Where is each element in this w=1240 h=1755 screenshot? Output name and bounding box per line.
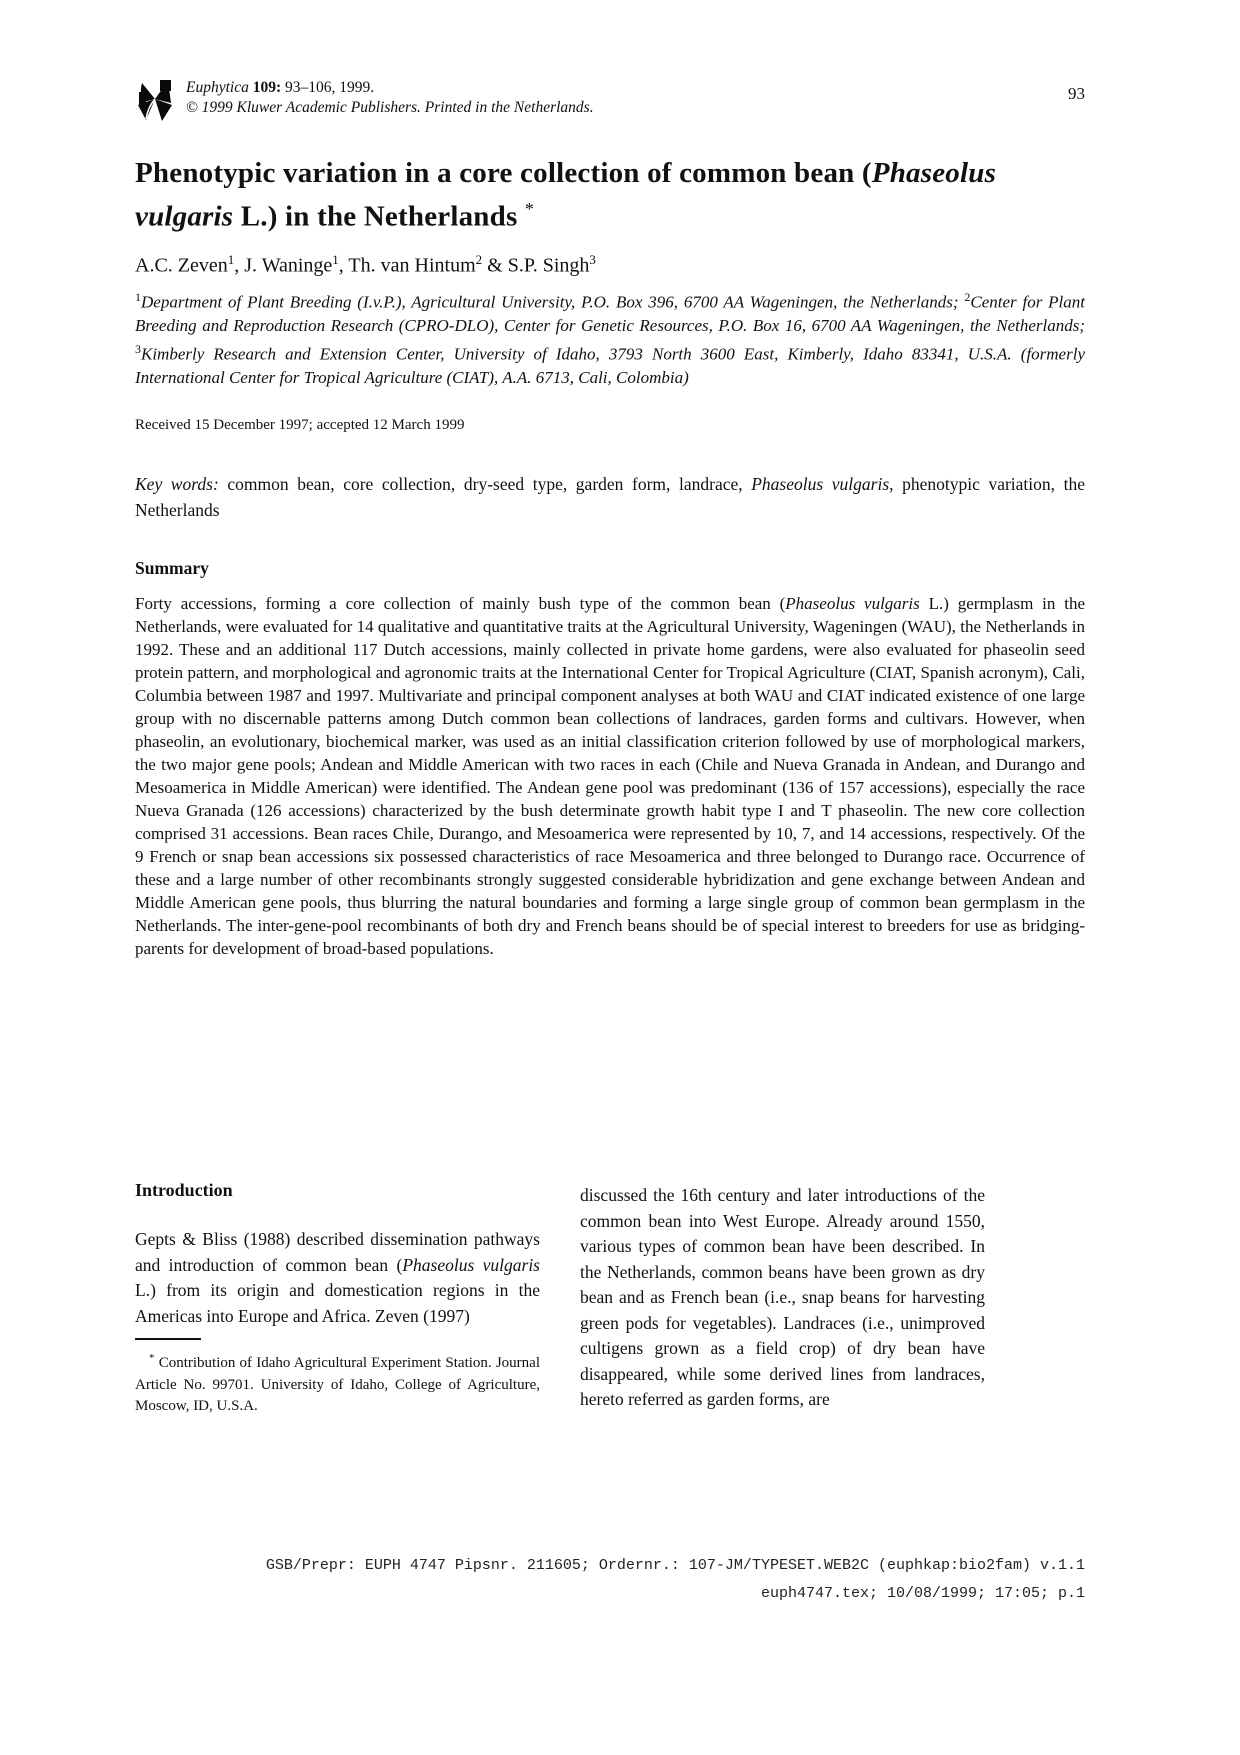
introduction-paragraph — [135, 1227, 540, 1329]
author-name: & S.P. Singh — [482, 254, 590, 277]
typesetting-line1: GSB/Prepr: EUPH 4747 Pipsnr. 211605; Ordernr.: 107-JM/TYPESET.WEB2C (euphkap:bio2fam) v.1.1 — [265, 1557, 1085, 1574]
journal-volume: 109: — [252, 79, 282, 96]
summary-text-end: L.) germplasm in the Netherlands, were evaluated for 14 qualitative and quantitative traits at the Agricultural University, Wageningen (WAU), the Netherlands in 1992. These and an additional 117 Dutch accessions, mainly collected in private home gardens, were also evaluated for phaseolin seed protein pattern, and morphological and agronomic traits at the International Center for Tropical Agriculture (CIAT, Spanish acronym), Cali, Columbia between 1987 and 1997. Multivariate and principal component analyses at both WAU and CIAT indicated existence of one large group with no discernable patterns among Dutch common bean collections of landraces, garden forms and cultivars. However, when phaseolin, an evolutionary, biochemical marker, was used as an initial classification criterion followed by use of morphological markers, the two major gene pools; Andean and Middle American with two races in each (Chile and Nueva Granada in Andean, and Durango and Mesoamerica in Middle American) were identified. The Andean gene pool was predominant (136 of 157 accessions), especially the race Nueva Granada (126 accessions) characterized by the bush determinate growth habit type I and T phaseolin. The new core collection comprised 31 accessions. Bean races Chile, Durango, and Mesoamerica were represented by 10, 7, and 14 accessions, respectively. Of the 9 French or snap bean accessions six possessed characteristics of race Mesoamerica and three belonged to Durango race. Occurrence of these and a large number of other recombinants strongly suggested considerable hybridization and gene exchange between Andean and Middle American gene pools, thus blurring the natural boundaries and forming a large single group of common bean germplasm in the Netherlands. The inter-gene-pool recombinants of both dry and French beans should be of special interest to breeders for use as bridging-parents for development of broad-based populations. — [135, 594, 1085, 958]
footnote-body: Contribution of Idaho Agricultural Experiment Station. Journal Article No. 99701. University of Idaho, College of Agriculture, Moscow, ID, U.S.A. — [135, 1355, 540, 1414]
journal-citation-line1 — [186, 78, 594, 98]
author-name: , J. Waninge — [234, 254, 333, 277]
introduction-heading: Introduction — [135, 1180, 233, 1200]
affiliation-marker: 2 — [964, 290, 971, 304]
author-name: , Th. van Hintum — [338, 254, 476, 277]
intro-left-column — [135, 1180, 540, 1329]
typesetting-line2: euph4747.tex; 10/08/1999; 17:05; p.1 — [760, 1585, 1085, 1602]
title-text-end: L.) in the Netherlands — [233, 200, 525, 233]
affiliation-marker: 1 — [135, 290, 141, 304]
paper-title — [135, 155, 1085, 235]
title-footnote-mark: * — [524, 199, 535, 219]
summary-species-name: Phaseolus vulgaris — [785, 594, 920, 613]
keywords-label: Key words: — [135, 474, 219, 494]
title-footnote — [135, 1338, 540, 1418]
footnote-text — [135, 1348, 540, 1418]
affiliation-text: Center for Plant Breeding and Reproduction Research (CPRO-DLO), Center for Genetic Resources, P.O. Box 16, 6700 AA Wageningen, the Netherlands; — [135, 292, 1085, 336]
journal-name: Euphytica — [186, 79, 249, 96]
author-name: A.C. Zeven — [135, 254, 228, 277]
intro-species-name: Phaseolus vulgaris — [402, 1254, 540, 1275]
journal-header — [135, 76, 1085, 122]
summary-paragraph — [135, 592, 1085, 960]
footnote-mark: * — [149, 1352, 155, 1364]
author-list — [135, 252, 1085, 278]
keywords-text-end: , phenotypic variation, the Netherlands — [135, 474, 1085, 520]
author-affiliation-sup: 1 — [332, 252, 339, 267]
journal-citation — [186, 76, 594, 118]
author-affiliation-sup: 3 — [589, 252, 596, 267]
title-text: Phenotypic variation in a core collection of common bean ( — [135, 157, 872, 189]
affiliation-text: Department of Plant Breeding (I.v.P.), Agricultural University, P.O. Box 396, 6700 AA Wageningen, the Netherlands; — [141, 292, 965, 312]
summary-heading: Summary — [135, 558, 209, 578]
affiliation-marker: 3 — [135, 341, 141, 356]
typesetting-footer — [266, 1552, 1085, 1608]
intro-right-column: discussed the 16th century and later introductions of the common bean into West Europe. Already around 1550, various types of common bean have been described. In the Netherlands, common beans have been grown as dry bean and as French bean (i.e., snap beans for harvesting green pods for vegetables). Landraces (i.e., unimproved cultigens grown as a field crop) of dry bean have disappeared, while some derived lines from landraces, hereto referred as garden forms, are — [580, 1185, 985, 1409]
received-dates: Received 15 December 1997; accepted 12 March 1999 — [135, 417, 465, 433]
summary-text: Forty accessions, forming a core collection of mainly bush type of the common bean ( — [135, 594, 786, 613]
journal-pages: 93–106, 1999. — [281, 79, 375, 96]
author-affiliation-sup: 2 — [475, 252, 483, 267]
affiliation-text: Kimberly Research and Extension Center, University of Idaho, 3793 North 3600 East, Kimberly, Idaho 83341, U.S.A. (formerly International Center for Tropical Agriculture (CIAT), A.A. 6713, Cali, Colombia) — [135, 344, 1085, 387]
affiliations — [135, 286, 1085, 389]
title-species-name: Phaseolus vulgaris — [135, 157, 997, 233]
page-number: 93 — [1068, 84, 1085, 103]
journal-copyright: © 1999 Kluwer Academic Publishers. Printed in the Netherlands. — [186, 99, 594, 116]
intro-text-end: L.) from its origin and domestication regions in the Americas into Europe and Africa. Zeven (1997) — [135, 1280, 540, 1326]
intro-text: Gepts & Bliss (1988) described dissemination pathways and introduction of common bean ( — [135, 1229, 540, 1275]
publisher-logo-icon — [135, 76, 175, 122]
footnote-rule — [135, 1338, 201, 1340]
keywords-text: common bean, core collection, dry-seed type, garden form, landrace, — [218, 474, 752, 494]
keywords — [135, 471, 1085, 523]
author-affiliation-sup: 1 — [227, 252, 235, 267]
keywords-species-name: Phaseolus vulgaris — [751, 474, 890, 494]
